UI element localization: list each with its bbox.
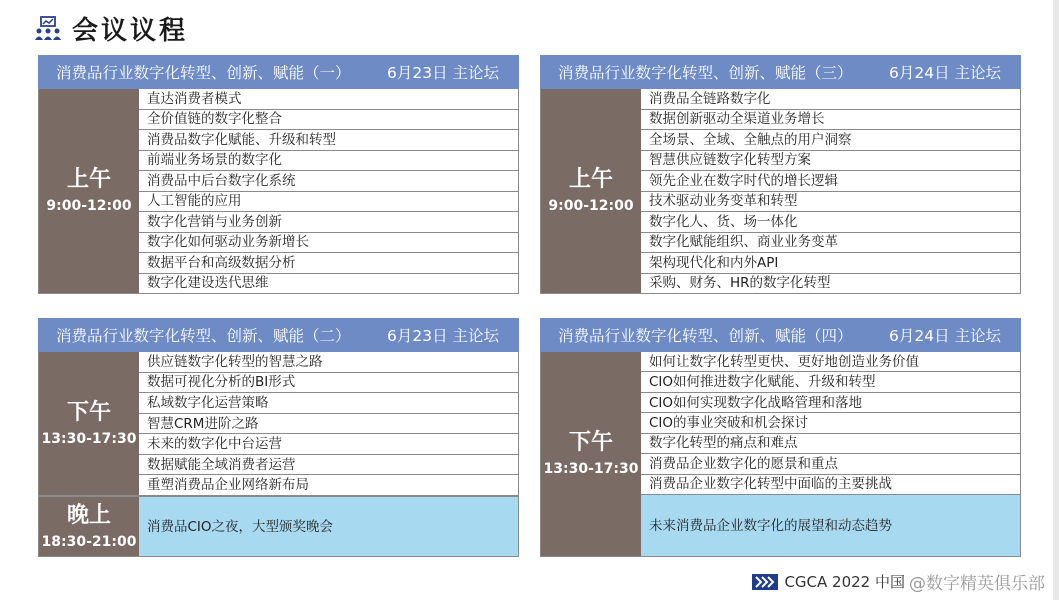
- topic-item: 消费品全链路数字化: [641, 89, 1020, 110]
- topic-item: 领先企业在数字时代的增长逻辑: [641, 171, 1020, 192]
- topic-item: 全价值链的数字化整合: [139, 110, 518, 131]
- period-label: 下午: [66, 399, 111, 425]
- topic-item: 消费品企业数字化的愿景和重点: [641, 454, 1020, 474]
- time-column: [541, 352, 641, 556]
- session-card: [38, 318, 519, 557]
- topic-item: 未来的数字化中台运营: [139, 434, 518, 455]
- topic-item: 全场景、全域、全触点的用户洞察: [641, 130, 1020, 151]
- period-label: 晚上: [66, 502, 111, 528]
- topic-item: CIO如何推进数字化赋能、升级和转型: [641, 372, 1020, 392]
- session-header: [38, 55, 519, 89]
- hours-label: 13:30-17:30: [543, 461, 639, 477]
- topic-list: [139, 89, 518, 293]
- period-label: 上午: [568, 167, 613, 192]
- topic-item: 供应链数字化转型的智慧之路: [139, 352, 518, 373]
- topic-item: 数字化如何驱动业务新增长: [139, 233, 518, 254]
- footer-brand: CGCA 2022 中国: [784, 573, 905, 591]
- topic-item: 采购、财务、HR的数字化转型: [649, 275, 831, 292]
- topic-item: 数字化营销与业务创新: [139, 212, 518, 233]
- afternoon-block: [38, 352, 519, 496]
- hours-label: 9:00-12:00: [548, 198, 634, 214]
- session-date: 6月23日 主论坛: [386, 327, 499, 345]
- hours-label: 13:30-17:30: [41, 430, 137, 447]
- evening-block: [38, 496, 519, 557]
- topic-item: 直达消费者模式: [139, 89, 518, 110]
- period-label: 上午: [66, 167, 111, 192]
- session-date: 6月24日 主论坛: [888, 64, 1001, 82]
- topic-item: 智慧供应链数字化转型方案: [641, 151, 1020, 172]
- topic-list: [641, 352, 1020, 556]
- topic-item: 如何让数字化转型更快、更好地创造业务价值: [641, 352, 1020, 372]
- session-title: 消费品行业数字化转型、创新、赋能（四）: [558, 327, 853, 345]
- page-title-area: [34, 10, 188, 46]
- topic-item: 前端业务场景的数字化: [139, 151, 518, 172]
- session-date: 6月23日 主论坛: [386, 64, 499, 82]
- topic-item: 人工智能的应用: [139, 192, 518, 213]
- afternoon-block: [540, 352, 1021, 557]
- topic-item: 数字化赋能组织、商业业务变革: [641, 233, 1020, 254]
- session-header: [540, 318, 1021, 352]
- people-icon: [34, 14, 62, 42]
- session-card: [540, 55, 1021, 294]
- time-column: [39, 352, 139, 495]
- time-column: [541, 89, 641, 293]
- session-title: 消费品行业数字化转型、创新、赋能（二）: [56, 327, 351, 345]
- session-card: [540, 318, 1021, 557]
- topic-list: [641, 89, 1020, 293]
- topic-item: 数字化建设迭代思维: [147, 275, 269, 292]
- topic-group: [641, 352, 1020, 495]
- hours-label: 18:30-21:00: [41, 533, 137, 550]
- session-title: 消费品行业数字化转型、创新、赋能（一）: [56, 64, 351, 82]
- page-title: 会议议程: [72, 15, 189, 46]
- topic-item-highlight: 未来消费品企业数字化的展望和动态趋势: [641, 495, 1020, 556]
- topic-item: 数据赋能全域消费者运营: [139, 455, 518, 476]
- session-header: [38, 318, 519, 352]
- footer: [752, 569, 1045, 594]
- chevron-arrows-icon: [752, 574, 778, 590]
- time-column: [39, 89, 139, 293]
- topic-item: 数字化转型的痛点和难点: [641, 434, 1020, 454]
- topic-item: 重塑消费品企业网络新布局: [147, 477, 309, 494]
- hours-label: 9:00-12:00: [46, 198, 132, 214]
- topic-item: 技术驱动业务变革和转型: [641, 192, 1020, 213]
- topic-item: 智慧CRM进阶之路: [139, 414, 518, 435]
- topic-item: 消费品数字化赋能、升级和转型: [139, 130, 518, 151]
- time-column: [39, 497, 139, 556]
- session-title: 消费品行业数字化转型、创新、赋能（三）: [558, 64, 853, 82]
- topic-item: 架构现代化和内外API: [641, 253, 1020, 274]
- topic-item: 消费品CIO之夜，大型颁奖晚会: [147, 518, 334, 535]
- topic-item: 消费品中后台数字化系统: [139, 171, 518, 192]
- topic-item: 数据创新驱动全渠道业务增长: [641, 110, 1020, 131]
- topic-list: [139, 497, 518, 556]
- session-date: 6月24日 主论坛: [888, 327, 1001, 345]
- session-card: [38, 55, 519, 294]
- period-label: 下午: [568, 430, 613, 455]
- session-header: [540, 55, 1021, 89]
- topic-item: CIO的事业突破和机会探讨: [641, 413, 1020, 433]
- right-edge-bar: [1053, 0, 1059, 600]
- morning-block: [38, 89, 519, 294]
- topic-item: CIO如何实现数字化战略管理和落地: [641, 393, 1020, 413]
- topic-item: 消费品企业数字化转型中面临的主要挑战: [641, 475, 1020, 495]
- topic-item: 私域数字化运营策略: [139, 393, 518, 414]
- topic-item: 数据可视化分析的BI形式: [139, 373, 518, 394]
- footer-watermark: @数字精英俱乐部: [909, 574, 1045, 594]
- topic-item: 数据平台和高级数据分析: [139, 253, 518, 274]
- morning-block: [540, 89, 1021, 294]
- topic-item: 数字化人、货、场一体化: [641, 212, 1020, 233]
- topic-list: [139, 352, 518, 495]
